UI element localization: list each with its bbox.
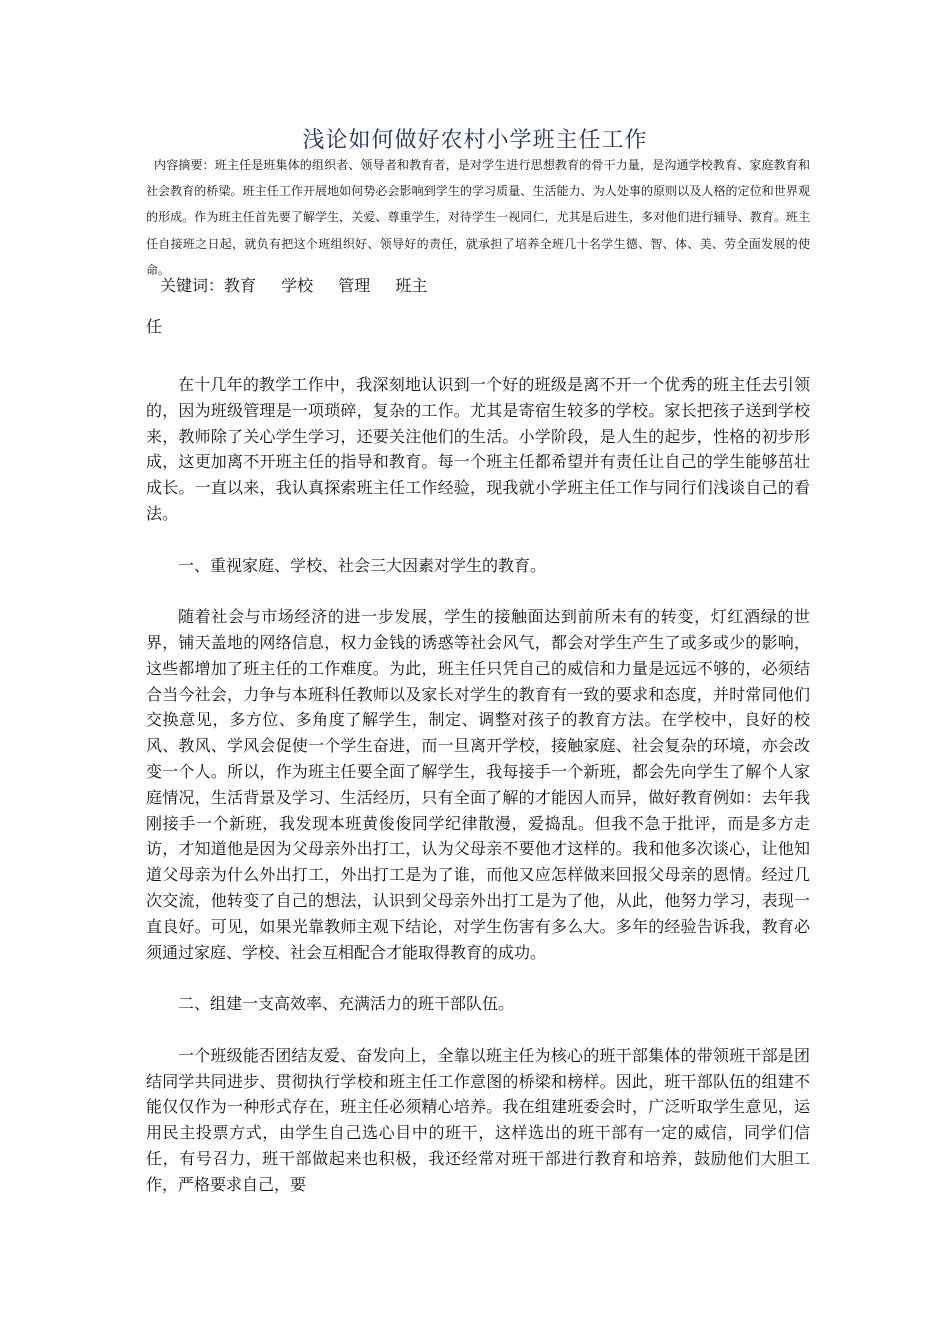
section-heading-2: 二、组建一支高效率、充满活力的班干部队伍。: [178, 994, 515, 1014]
abstract-paragraph: 内容摘要：班主任是班集体的组织者、领导者和教育者，是对学生进行思想教育的骨干力量，是沟通学校教育、家庭教育和社会教育的桥梁。班主任工作开展地如何势必会影响到学生的学习质量、生活能力、为人处事的原则以及人格的定位和世界观的形成。作为班主任首先要了解学生，关爱、尊重学生，对待学生一视同仁，尤其是后进生，多对他们进行辅导、教育。班主任自接班之日起，就负有把这个班组织好、领导好的责任，就承担了培养全班几十名学生德、智、体、美、劳全面发展的使命。: [146, 158, 810, 277]
keywords-label: 关键词：教育: [160, 276, 257, 295]
keywords-line: [160, 273, 445, 296]
section-heading-1: 一、重视家庭、学校、社会三大因素对学生的教育。: [178, 555, 547, 575]
document-title: 浅论如何做好农村小学班主任工作: [302, 128, 648, 153]
document-body: [146, 372, 810, 1198]
section-2-paragraph: 一个班级能否团结友爱、奋发向上，全靠以班主任为核心的班干部集体的带领班干部是团结同学共同进步、贯彻执行学校和班主任工作意图的桥梁和榜样。因此，班干部队伍的组建不能仅仅作为一种形式存在，班主任必须精心培养。我在组建班委会时，广泛听取学生意见，运用民主投票方式，由学生自己选心目中的班干，这样选出的班干部有一定的威信，同学们信任，有号召力，班干部做起来也积极，我还经常对班干部进行教育和培养，鼓励他们大胆工作，严格要求自己，要: [146, 1045, 810, 1194]
keyword-item: 管理: [338, 276, 371, 295]
keyword-item: 学校: [281, 276, 314, 295]
keyword-wrap-text: 任: [146, 317, 163, 336]
intro-paragraph: 在十几年的教学工作中，我深刻地认识到一个好的班级是离不开一个优秀的班主任去引领的，因为班级管理是一项琐碎，复杂的工作。尤其是寄宿生较多的学校。家长把孩子送到学校来，教师除了关心学生学习，还要关注他们的生活。小学阶段，是人生的起步，性格的初步形成，这更加离不开班主任的指导和教育。每一个班主任都希望并有责任让自己的学生能够茁壮成长。一直以来，我认真探索班主任工作经验，现我就小学班主任工作与同行们浅谈自己的看法。: [146, 375, 810, 523]
keyword-item: 班主: [395, 276, 428, 295]
section-1-paragraph: 随着社会与市场经济的进一步发展，学生的接触面达到前所未有的转变，灯红酒绿的世界，铺天盖地的网络信息，权力金钱的诱惑等社会风气，都会对学生产生了或多或少的影响，这些都增加了班主任的工作难度。为此，班主任只凭自己的威信和力量是远远不够的，必须结合当今社会，力争与本班科任教师以及家长对学生的教育有一致的要求和态度，并时常同他们交换意见，多方位、多角度了解学生，制定、调整对孩子的教育方法。在学校中，良好的校风、教风、学风会促使一个学生奋进，而一旦离开学校，接触家庭、社会复杂的环境，亦会改变一个人。所以，作为班主任要全面了解学生，我每接手一个新班，都会先向学生了解个人家庭情况，生活背景及学习、生活经历，只有全面了解的才能因人而异，做好教育例如：去年我刚接手一个新班，我发现本班黄俊俊同学纪律散漫，爱捣乱。但我不急于批评，而是多方走访，才知道他是因为父母亲外出打工，认为父母亲不要他才这样的。我和他多次谈心，让他知道父母亲为什么外出打工，外出打工是为了谁，而他又应怎样做来回报父母亲的恩情。经过几次交流，他转变了自己的想法，认识到父母亲外出打工是为了他，从此，他努力学习，表现一直良好。可见，如果光靠教师主观下结论，对学生伤害有多么大。多年的经验告诉我，教育必须通过家庭、学校、社会互相配合才能取得教育的成功。: [146, 607, 810, 962]
